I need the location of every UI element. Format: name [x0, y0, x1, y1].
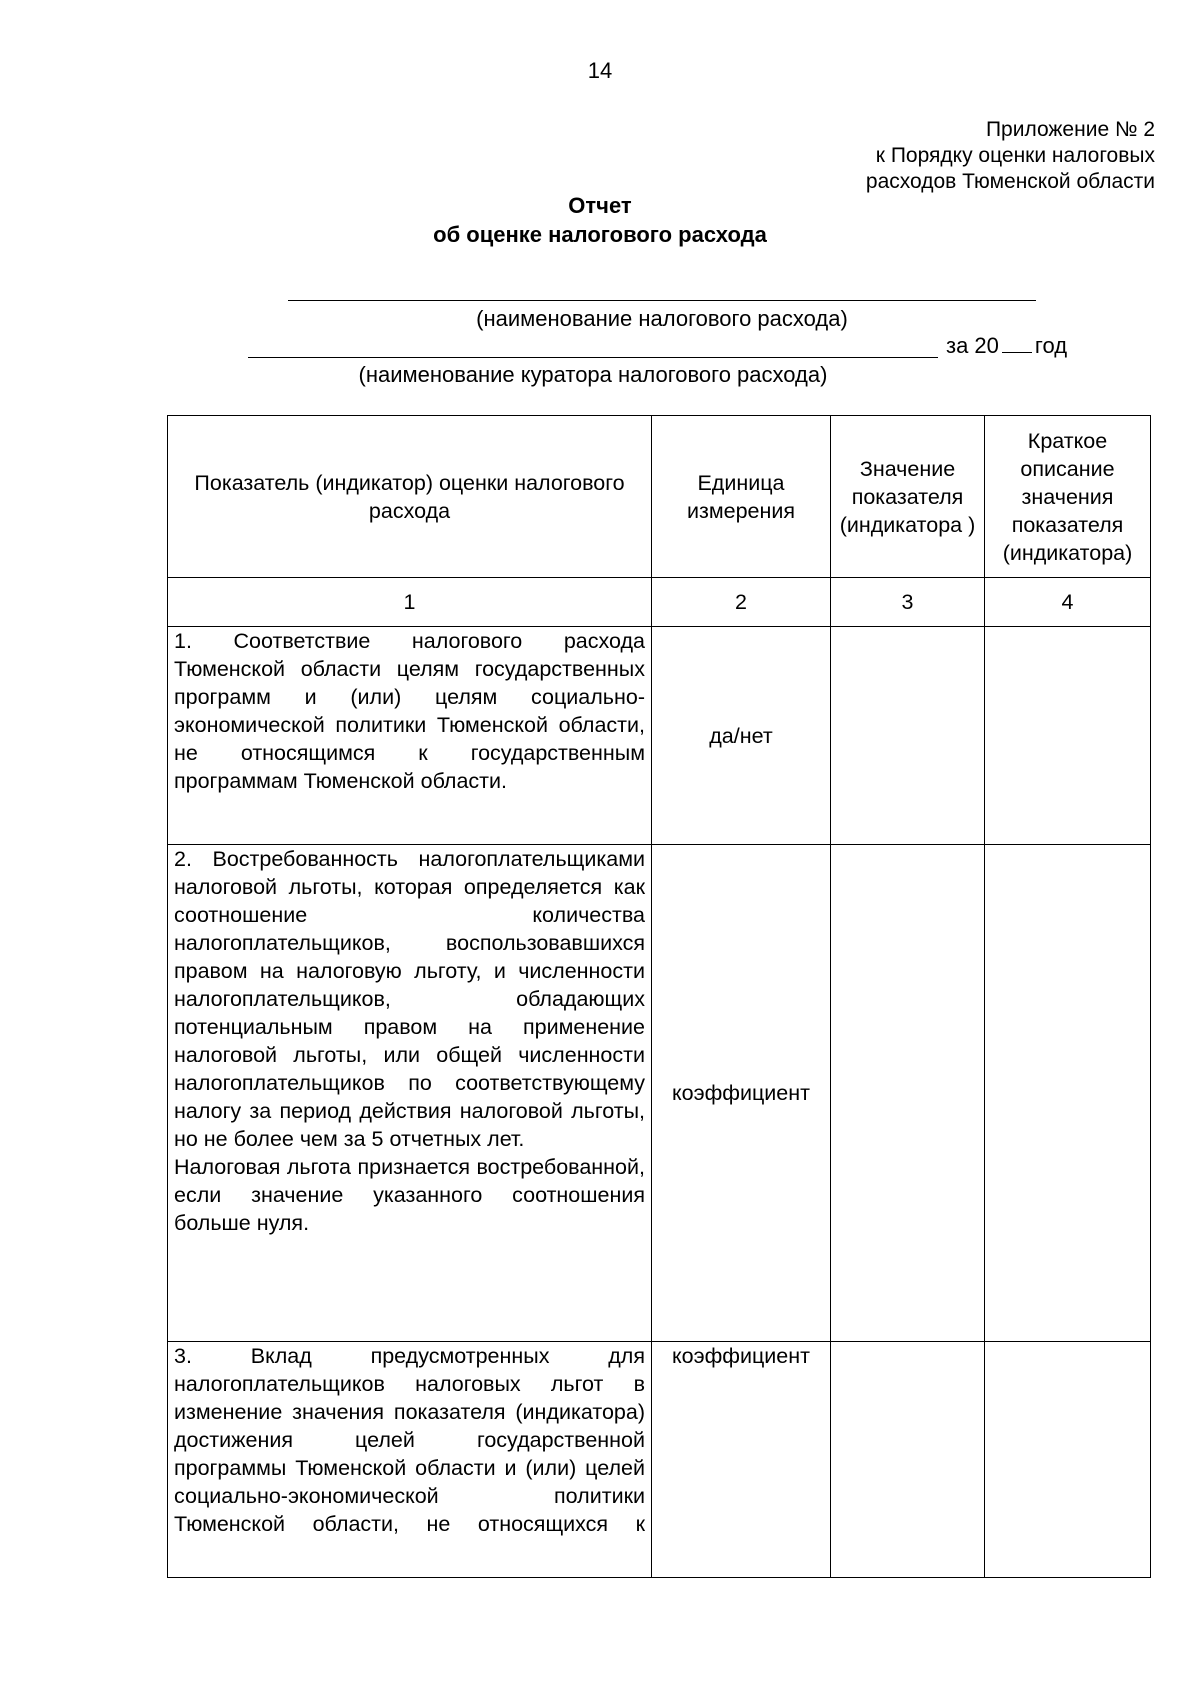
- table-row: [168, 627, 1151, 845]
- unit-cell: да/нет: [652, 627, 831, 845]
- curator-name-caption: (наименование куратора налогового расхода): [358, 362, 828, 387]
- indicator-cell: [168, 845, 652, 1342]
- value-cell[interactable]: [831, 627, 985, 845]
- year-prefix: за 20: [946, 333, 999, 358]
- note-cell[interactable]: [985, 627, 1151, 845]
- note-cell[interactable]: [985, 845, 1151, 1342]
- value-cell[interactable]: [831, 845, 985, 1342]
- table-row: [168, 1342, 1151, 1578]
- report-title-line: Отчет: [568, 193, 632, 218]
- annex-line: Приложение № 2: [985, 118, 1155, 141]
- header-indicator: Показатель (индикатор) оценки налогового расхода: [168, 416, 652, 578]
- column-number: 1: [168, 578, 652, 627]
- column-number: 2: [652, 578, 831, 627]
- value-cell[interactable]: [831, 1342, 985, 1578]
- table-header-row: [168, 416, 1151, 578]
- report-year: [946, 333, 1067, 359]
- page-number: 14: [587, 58, 613, 83]
- report-title-line: об оценке налогового расхода: [433, 222, 767, 247]
- tax-expense-name-caption: (наименование налогового расхода): [476, 306, 848, 331]
- annex-header: [866, 117, 1155, 195]
- indicator-text: 1. Соответствие налогового расхода Тюменской области целям государственных программ и (или) целям социально-экономической политики Тюменской области, не относящимся к государственным программам Тюменской области.: [174, 629, 645, 793]
- header-value: Значение показателя (индикатора ): [831, 416, 985, 578]
- report-title: [0, 191, 1200, 249]
- column-number-row: [168, 578, 1151, 627]
- report-table: [167, 415, 1151, 1578]
- indicator-cell: [168, 627, 652, 845]
- year-suffix: год: [1034, 333, 1068, 358]
- indicator-cell: [168, 1342, 652, 1578]
- header-description: Краткое описание значения показателя (индикатора): [985, 416, 1151, 578]
- note-cell[interactable]: [985, 1342, 1151, 1578]
- annex-line: к Порядку оценки налоговых: [875, 144, 1155, 167]
- unit-cell: коэффициент: [652, 1342, 831, 1578]
- column-number: 3: [831, 578, 985, 627]
- tax-expense-name-line: [288, 300, 1036, 301]
- year-blank: [1002, 334, 1032, 353]
- curator-name-line: [248, 357, 938, 358]
- column-number: 4: [985, 578, 1151, 627]
- header-unit: Единица измерения: [652, 416, 831, 578]
- indicator-text: 3. Вклад предусмотренных для налогоплательщиков налоговых льгот в изменение значения показателя (индикатора) достижения целей государственной программы Тюменской области и (или) целей социально-экономической политики Тюменской области, не относящихся к: [174, 1344, 645, 1536]
- indicator-text: Налоговая льгота признается востребованной, если значение указанного соотношения больше нуля.: [174, 1155, 645, 1235]
- unit-cell: коэффициент: [652, 845, 831, 1342]
- annex-line: расходов Тюменской области: [865, 170, 1155, 193]
- table-row: [168, 845, 1151, 1342]
- indicator-text: 2. Востребованность налогоплательщиками налоговой льготы, которая определяется как соотношение количества налогоплательщиков, воспользовавшихся правом на налоговую льготу, и численности налогоплательщиков, обладающих потенциальным правом на применение налоговой льготы, или общей численности налогоплательщиков по соответствующему налогу за период действия налоговой льготы, но не более чем за 5 отчетных лет.: [174, 847, 645, 1151]
